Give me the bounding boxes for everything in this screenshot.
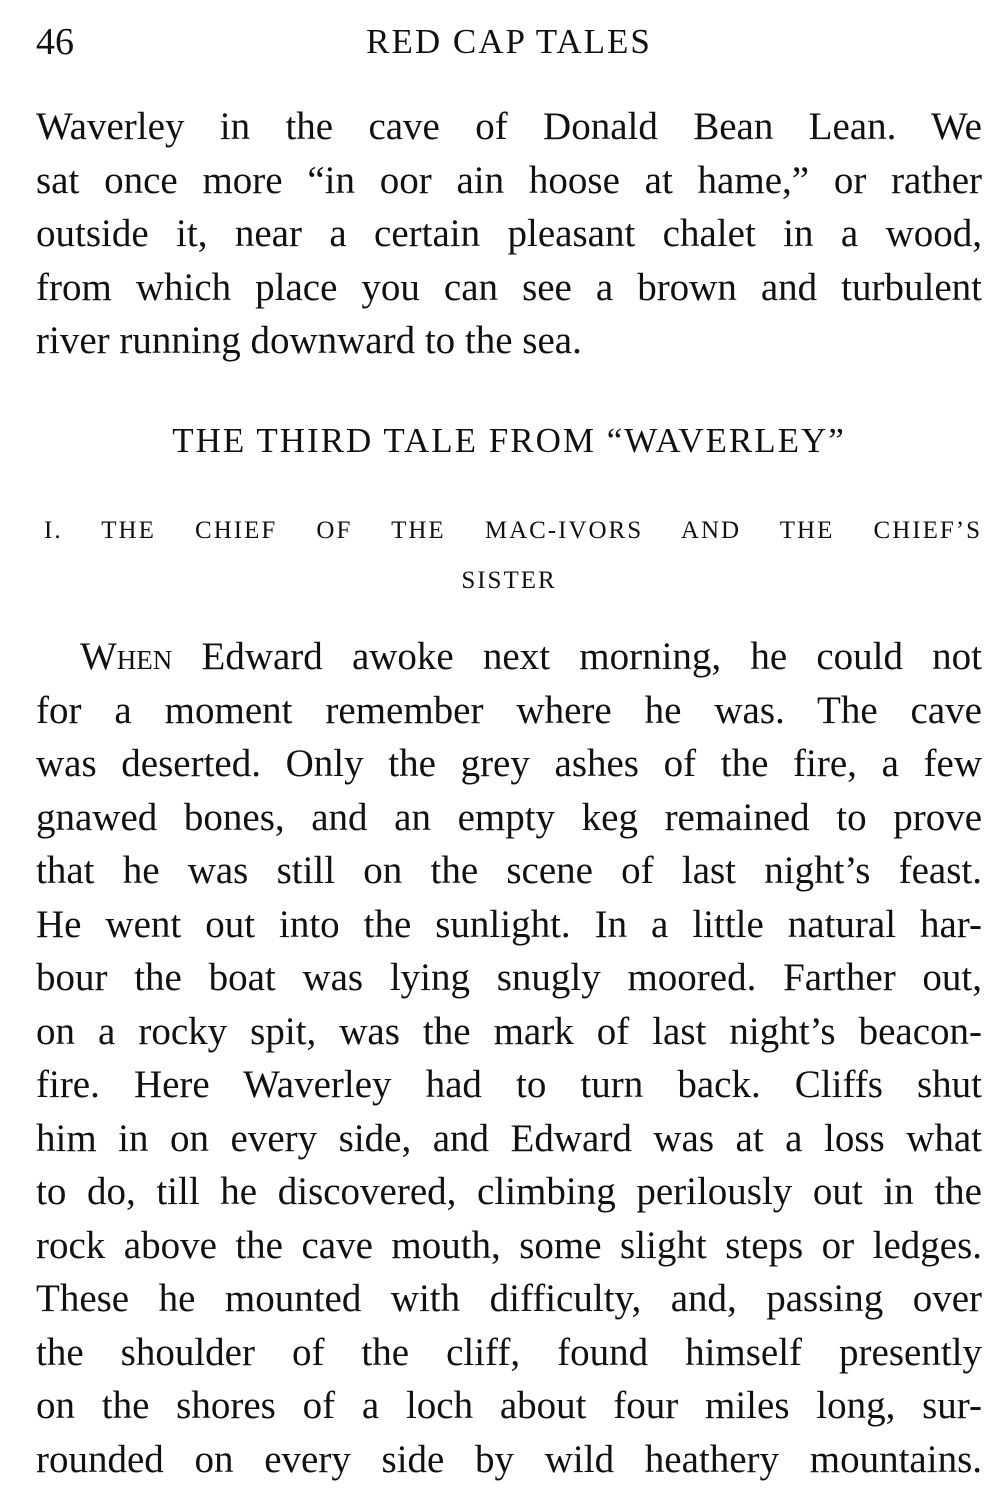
drop-word: When xyxy=(80,635,173,678)
text-line: rounded on every side by wild heathery mountains. xyxy=(36,1437,982,1481)
text-line: was deserted. Only the grey ashes of the fire, a few xyxy=(36,742,982,785)
running-title: RED CAP TALES xyxy=(366,22,652,61)
text-line: Waverley in the cave of Donald Bean Lean. We xyxy=(36,105,982,148)
chapter-heading xyxy=(36,506,982,606)
chapter-heading-line: SISTER xyxy=(461,567,557,594)
paragraph-main xyxy=(36,630,982,1486)
text-line: that he was still on the scene of last night’s feast. xyxy=(36,849,982,892)
text-line: fire. Here Waverley had to turn back. Cliffs shut xyxy=(36,1063,982,1106)
text-line: bour the boat was lying snugly moored. Farther out, xyxy=(36,956,982,999)
paragraph-continued xyxy=(36,100,982,368)
text-line: outside it, near a certain pleasant chalet in a wood, xyxy=(36,212,982,255)
text-line: him in on every side, and Edward was at a loss what xyxy=(36,1116,982,1160)
page-number: 46 xyxy=(36,21,74,63)
text-line: the shoulder of the cliff, found himself presently xyxy=(36,1330,982,1374)
text-line: rock above the cave mouth, some slight steps or ledges. xyxy=(36,1223,982,1267)
text-line-first xyxy=(36,630,982,684)
text-line: on a rocky spit, was the mark of last night’s beacon- xyxy=(36,1009,982,1053)
text-line: to do, till he discovered, climbing perilously out in the xyxy=(36,1170,982,1213)
chapter-heading-line: I. THE CHIEF OF THE MAC-IVORS AND THE CHIEF’S xyxy=(44,517,982,544)
text-line: for a moment remember where he was. The cave xyxy=(36,688,982,732)
tale-title: THE THIRD TALE FROM “WAVERLEY” xyxy=(172,421,846,460)
running-head xyxy=(36,18,982,66)
text-line: sat once more “in oor ain hoose at hame,” or rather xyxy=(36,158,982,202)
text-line: on the shores of a loch about four miles long, sur- xyxy=(36,1384,982,1427)
text-line: These he mounted with difficulty, and, passing over xyxy=(36,1277,982,1320)
text-line: gnawed bones, and an empty keg remained to prove xyxy=(36,795,982,839)
text-line: river running downward to the sea. xyxy=(36,319,582,362)
first-line-rest: Edward awoke next morning, he could not xyxy=(172,635,982,678)
text-line: from which place you can see a brown and turbulent xyxy=(36,265,982,309)
text-line: He went out into the sunlight. In a little natural har- xyxy=(36,902,982,946)
